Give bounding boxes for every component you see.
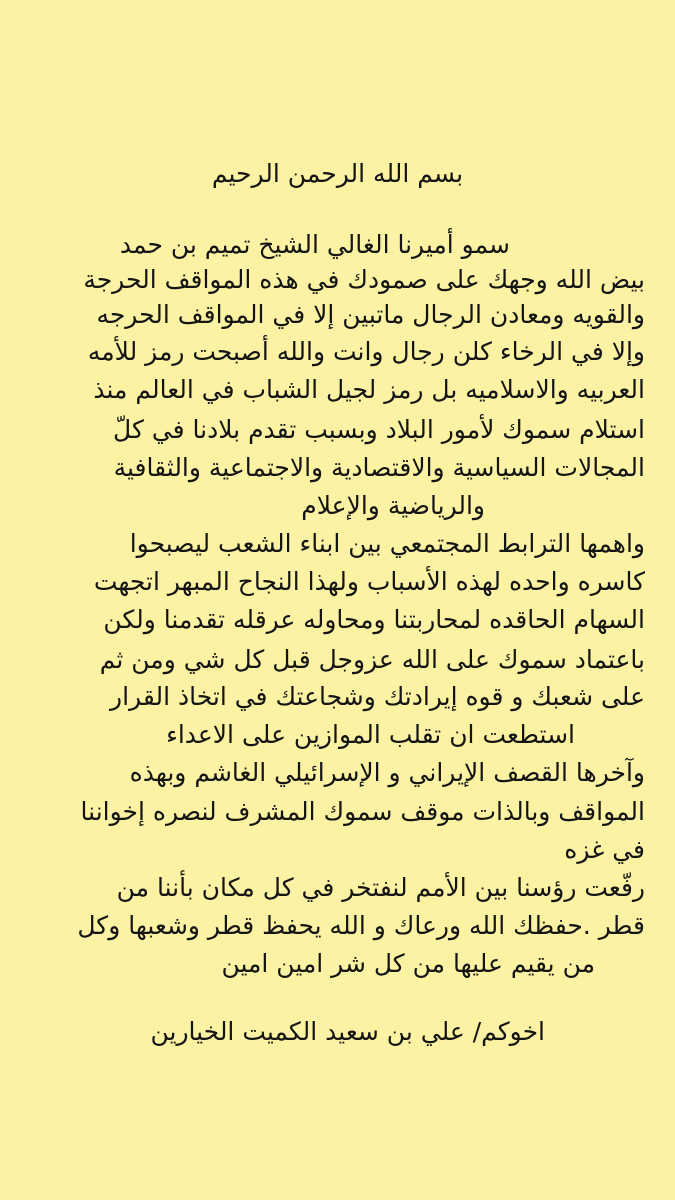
letter-line: السهام الحاقده لمحاربتنا ومحاوله عرقله تقدمنا ولكن	[103, 605, 645, 634]
letter-line: استلام سموك لأمور البلاد وبسبب تقدم بلادنا في كلّ	[113, 415, 645, 444]
letter-line: والقويه ومعادن الرجال ماتبين إلا في المواقف الحرجه	[96, 300, 645, 329]
letter-line: كاسره واحده لهذه الأسباب ولهذا النجاح المبهر اتجهت	[93, 567, 645, 596]
basmala-heading: بسم الله الرحمن الرحيم	[211, 159, 464, 188]
letter-line: وإلا في الرخاء كلن رجال وانت والله أصبحت رمز للأمه	[87, 337, 645, 366]
letter-line: رفّعت رؤسنا بين الأمم لنفتخر في كل مكان بأننا من	[116, 873, 645, 902]
signature: اخوكم/ علي بن سعيد الكميت الخيارين	[150, 1017, 545, 1046]
letter-line: من يقيم عليها من كل شر امين امين	[221, 949, 595, 978]
letter-line: استطعت ان تقلب الموازين على الاعداء	[166, 720, 575, 749]
letter-line: والرياضية والإعلام	[301, 491, 485, 520]
letter-line: في غزه	[564, 835, 645, 864]
letter-line: المجالات السياسية والاقتصادية والاجتماعية والثقافية	[113, 453, 645, 482]
letter-line: بيض الله وجهك على صمودك في هذه المواقف الحرجة	[83, 265, 645, 294]
letter-line: المواقف وبالذات موقف سموك المشرف لنصره إخواننا	[80, 797, 645, 826]
letter-line: سمو أميرنا الغالي الشيخ تميم بن حمد	[119, 230, 510, 259]
letter-line: واهمها الترابط المجتمعي بين ابناء الشعب ليصبحوا	[129, 529, 645, 558]
letter-line: وآخرها القصف الإيراني و الإسرائيلي الغاشم وبهذه	[129, 758, 645, 787]
letter-line: على شعبك و قوه إيرادتك وشجاعتك في اتخاذ القرار	[110, 682, 645, 711]
letter-line: باعتماد سموك على الله عزوجل قبل كل شي ومن ثم	[99, 645, 645, 674]
letter-line: العربيه والاسلاميه بل رمز لجيل الشباب في العالم منذ	[93, 375, 645, 404]
letter-line: قطر .حفظك الله ورعاك و الله يحفظ قطر وشعبها وكل	[77, 911, 645, 940]
